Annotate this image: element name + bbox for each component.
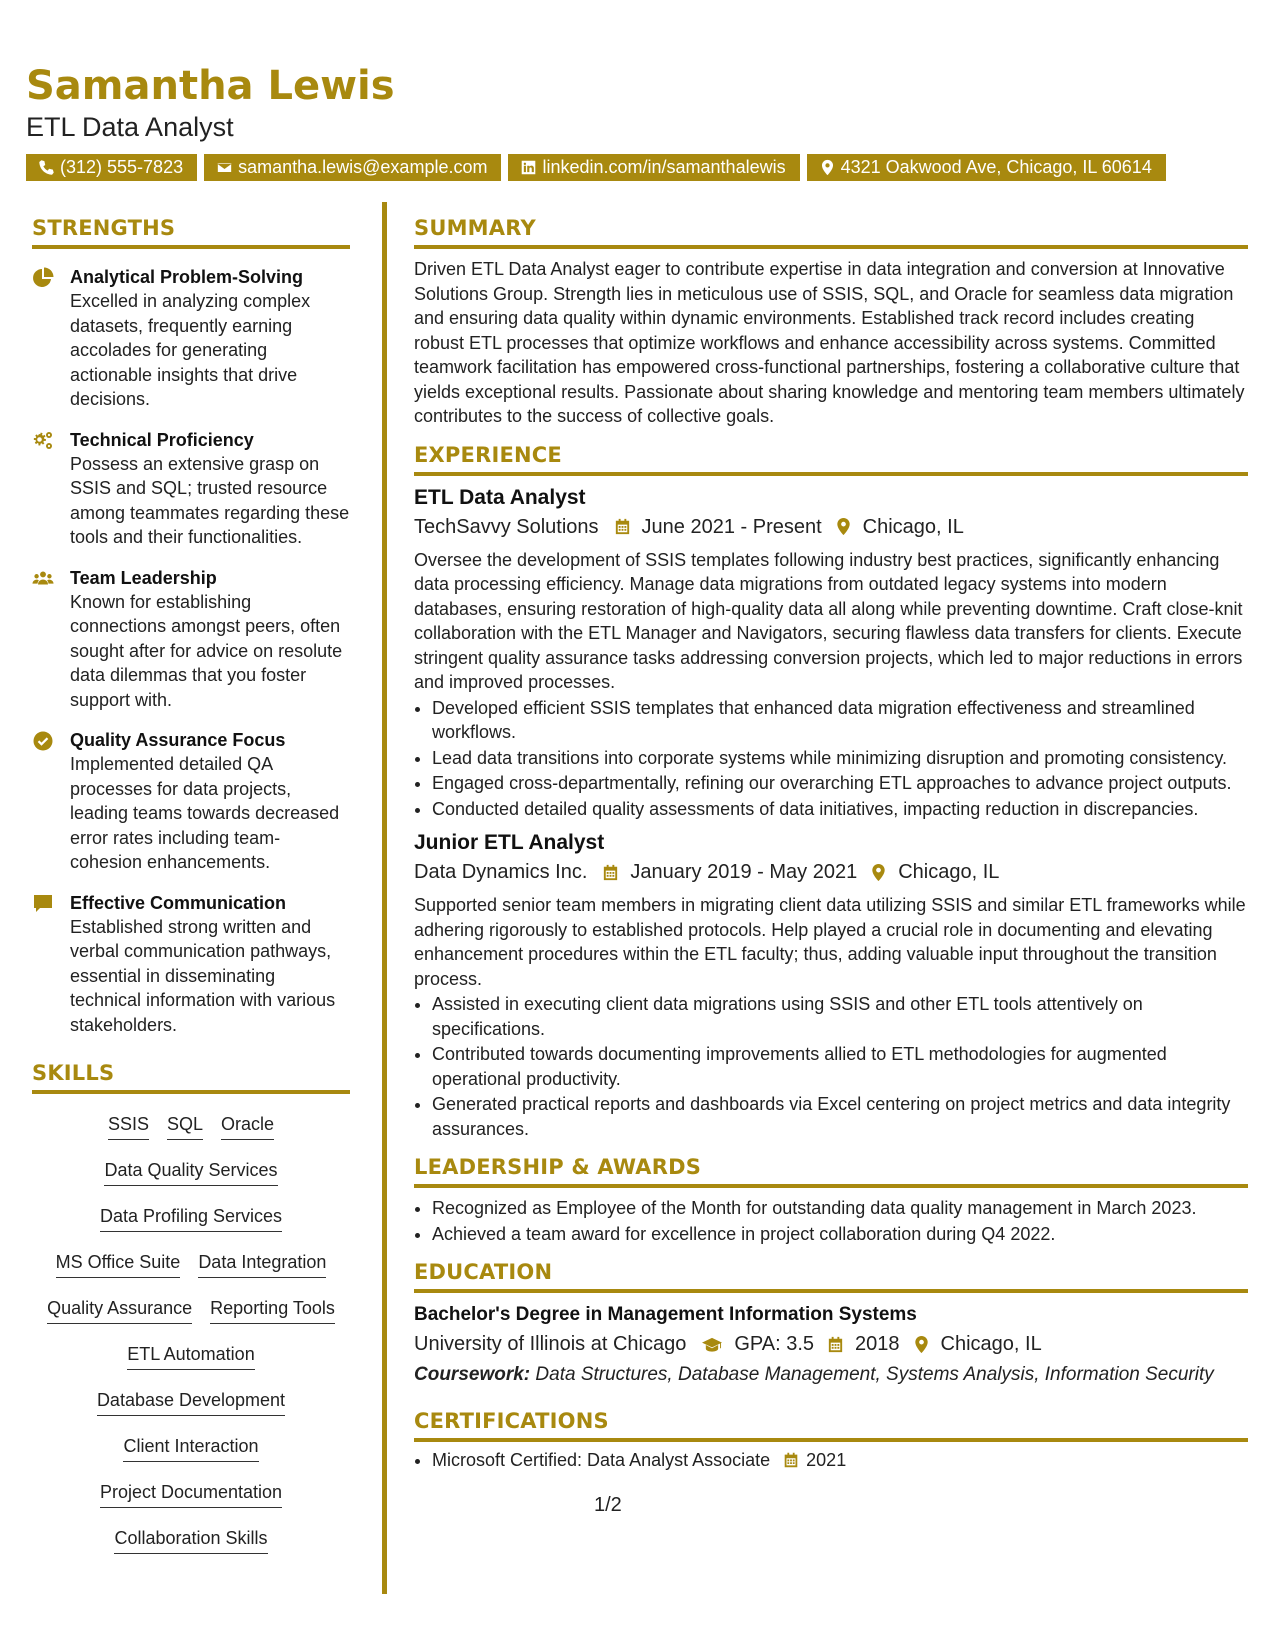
- phone-icon: [38, 159, 55, 176]
- skill-tag: Collaboration Skills: [114, 1526, 267, 1554]
- skill-tag: Quality Assurance: [47, 1296, 192, 1324]
- job-dates: January 2019 - May 2021: [630, 861, 858, 883]
- skill-tag: Reporting Tools: [210, 1296, 335, 1324]
- gpa-text: GPA: 3.5: [734, 1333, 815, 1355]
- calendar-icon: [782, 1451, 800, 1469]
- skill-tag: Oracle: [221, 1112, 274, 1140]
- certification-name: • Microsoft Certified: Data Analyst Associate: [432, 1450, 771, 1470]
- candidate-name: Samantha Lewis: [26, 63, 395, 109]
- phone-text: (312) 555-7823: [60, 157, 184, 177]
- contact-bar: [26, 154, 1256, 181]
- address-text: 4321 Oakwood Ave, Chicago, IL 60614: [840, 157, 1152, 177]
- right-column: [414, 216, 1248, 1473]
- chart-pie-icon: [32, 267, 54, 289]
- strength-title: Technical Proficiency: [70, 429, 254, 450]
- list-item: • Generated practical reports and dashboards via Excel centering on project metrics and data integrity assurances.: [432, 1092, 1248, 1141]
- summary-text: Driven ETL Data Analyst eager to contribute expertise in data integration and conversion at Innovative Solutions Group. Strength lies in meticulous use of SSIS, SQL, and Oracle for seamless data migration and ensuring data quality within dynamic environments. Established track record includes creating robust ETL processes that optimize workflows and enhance accessibility across systems. Committed teamwork facilitation has empowered cross-functional partnerships, fostering a collaborative culture that yields exceptional results. Passionate about sharing knowledge and mentoring team members ultimately contributes to the success of collective goals.: [414, 259, 1245, 426]
- list-item: • Conducted detailed quality assessments of data initiatives, impacting reduction in discrepancies.: [432, 797, 1248, 822]
- strength-title: Quality Assurance Focus: [70, 730, 286, 750]
- linkedin-text: linkedin.com/in/samanthalewis: [542, 157, 786, 177]
- strength-text: Implemented detailed QA processes for data projects, leading teams towards decreased error rates including team-cohesion enhancements.: [70, 754, 340, 872]
- users-icon: [32, 568, 54, 590]
- skills-heading: SKILLS: [32, 1061, 350, 1094]
- skill-tag: Data Quality Services: [104, 1158, 277, 1186]
- list-item: • Contributed towards documenting improvements allied to ETL methodologies for augmented operational productivity.: [432, 1042, 1248, 1091]
- strength-title: Team Leadership: [70, 567, 217, 588]
- job-location: Chicago, IL: [862, 515, 964, 538]
- certifications-section: [414, 1409, 1248, 1473]
- strength-item: [32, 891, 350, 1038]
- company-name: TechSavvy Solutions: [414, 515, 599, 538]
- list-item: [432, 1448, 1248, 1473]
- comment-icon: [32, 893, 54, 915]
- candidate-title: ETL Data Analyst: [26, 112, 234, 142]
- list-item: • Engaged cross-departmentally, refining our overarching ETL approaches to advance project outputs.: [432, 771, 1248, 796]
- certifications-heading: CERTIFICATIONS: [414, 1409, 1248, 1442]
- degree-name: Bachelor's Degree in Management Information Systems: [414, 1304, 917, 1325]
- list-item: • Assisted in executing client data migrations using SSIS and other ETL tools attentively on specifications.: [432, 992, 1248, 1041]
- skill-tag: Data Integration: [198, 1250, 326, 1278]
- education-section: [414, 1260, 1248, 1387]
- awards-heading: LEADERSHIP & AWARDS: [414, 1155, 1248, 1188]
- list-item: • Lead data transitions into corporate systems while minimizing disruption and promoting consistency.: [432, 746, 1248, 771]
- strength-title: Analytical Problem-Solving: [70, 267, 304, 287]
- page-number: 1/2: [594, 1494, 622, 1516]
- education-heading: EDUCATION: [414, 1260, 1248, 1293]
- skill-tag: SSIS: [108, 1112, 149, 1140]
- job-title: ETL Data Analyst: [414, 485, 586, 509]
- calendar-icon: [613, 517, 632, 536]
- column-divider: [382, 202, 387, 1594]
- linkedin-icon: [520, 159, 537, 176]
- strengths-heading: STRENGTHS: [32, 216, 350, 249]
- map-pin-icon: [819, 159, 836, 176]
- skill-tag: SQL: [167, 1112, 203, 1140]
- certification-year: 2021: [806, 1450, 847, 1470]
- skill-tag: Data Profiling Services: [100, 1204, 282, 1232]
- envelope-icon: [216, 159, 233, 176]
- list-item: • Achieved a team award for excellence in project collaboration during Q4 2022.: [432, 1222, 1248, 1247]
- job-location: Chicago, IL: [898, 861, 1000, 883]
- check-circle-icon: [32, 730, 54, 752]
- address-chip[interactable]: [807, 154, 1166, 181]
- company-name: Data Dynamics Inc.: [414, 861, 588, 883]
- job-entry: [414, 829, 1248, 1141]
- list-item: • Developed efficient SSIS templates that enhanced data migration effectiveness and streamlined workflows.: [432, 696, 1248, 745]
- job-bullets: [414, 696, 1248, 822]
- job-dates: June 2021 - Present: [641, 515, 822, 538]
- skill-tag: Database Development: [97, 1388, 285, 1416]
- list-item: • Recognized as Employee of the Month for outstanding data quality management in March 2023.: [432, 1196, 1248, 1221]
- cogs-icon: [32, 430, 54, 452]
- strength-item: [32, 265, 350, 412]
- job-entry: [414, 484, 1248, 822]
- phone-chip[interactable]: [26, 154, 197, 181]
- school-location: Chicago, IL: [940, 1333, 1042, 1355]
- summary-heading: SUMMARY: [414, 216, 1248, 249]
- resume-header: [26, 62, 1256, 181]
- skill-tag: Project Documentation: [100, 1480, 282, 1508]
- linkedin-chip[interactable]: [508, 154, 799, 181]
- job-title: Junior ETL Analyst: [414, 831, 605, 854]
- coursework-label: Coursework:: [414, 1364, 531, 1385]
- left-column: [32, 216, 350, 1554]
- map-pin-icon: [912, 1335, 931, 1354]
- email-text: samantha.lewis@example.com: [238, 157, 488, 177]
- strength-text: Established strong written and verbal communication pathways, essential in disseminating technical information with various stakeholders.: [70, 916, 336, 1035]
- coursework-text: Data Structures, Database Management, Systems Analysis, Information Security: [535, 1364, 1214, 1385]
- job-description: Oversee the development of SSIS templates following industry best practices, significantly enhancing data processing efficiency. Manage data migrations from outdated legacy systems into modern databases, ensuring restoration of high-quality data all along while preventing downtime. Craft close-knit collaboration with the ETL Manager and Navigators, securing flawless data transfers for clients. Execute stringent quality assurance tasks addressing conversion projects, which led to major reductions in errors and improved processes.: [414, 549, 1243, 692]
- strength-item: [32, 566, 350, 713]
- strength-text: Excelled in analyzing complex datasets, frequently earning accolades for generating actionable insights that drive decisions.: [70, 291, 311, 409]
- school-name: University of Illinois at Chicago: [414, 1333, 687, 1355]
- strength-item: [32, 728, 350, 875]
- skill-tag: Client Interaction: [123, 1434, 258, 1462]
- strength-item: [32, 428, 350, 550]
- map-pin-icon: [834, 517, 853, 536]
- coursework: [414, 1363, 1248, 1387]
- strength-text: Possess an extensive grasp on SSIS and SQL; trusted resource among teammates regarding these tools and their functionalities.: [70, 453, 350, 547]
- email-chip[interactable]: [204, 154, 501, 181]
- calendar-icon: [826, 1335, 845, 1354]
- experience-section: [414, 443, 1248, 1142]
- skill-tag: MS Office Suite: [56, 1250, 181, 1278]
- awards-section: [414, 1155, 1248, 1246]
- job-description: Supported senior team members in migrating client data utilizing SSIS and similar ETL frameworks while adhering rigorously to established protocols. Help played a crucial role in documenting and elevating enhancement procedures within the ETL faculty; thus, adding valuable input throughout the transition process.: [414, 895, 1246, 989]
- strength-text: Known for establishing connections amongst peers, often sought after for advice on resolute data dilemmas that you foster support with.: [70, 591, 343, 710]
- strength-title: Effective Communication: [70, 892, 287, 913]
- graduation-year: 2018: [855, 1333, 900, 1355]
- experience-heading: EXPERIENCE: [414, 443, 1248, 476]
- awards-list: [414, 1196, 1248, 1246]
- map-pin-icon: [869, 863, 888, 882]
- graduation-cap-icon: [700, 1335, 724, 1354]
- job-bullets: [414, 992, 1248, 1141]
- skills-list: [32, 1112, 350, 1554]
- skill-tag: ETL Automation: [127, 1342, 254, 1370]
- certifications-list: [414, 1448, 1248, 1473]
- calendar-icon: [601, 863, 620, 882]
